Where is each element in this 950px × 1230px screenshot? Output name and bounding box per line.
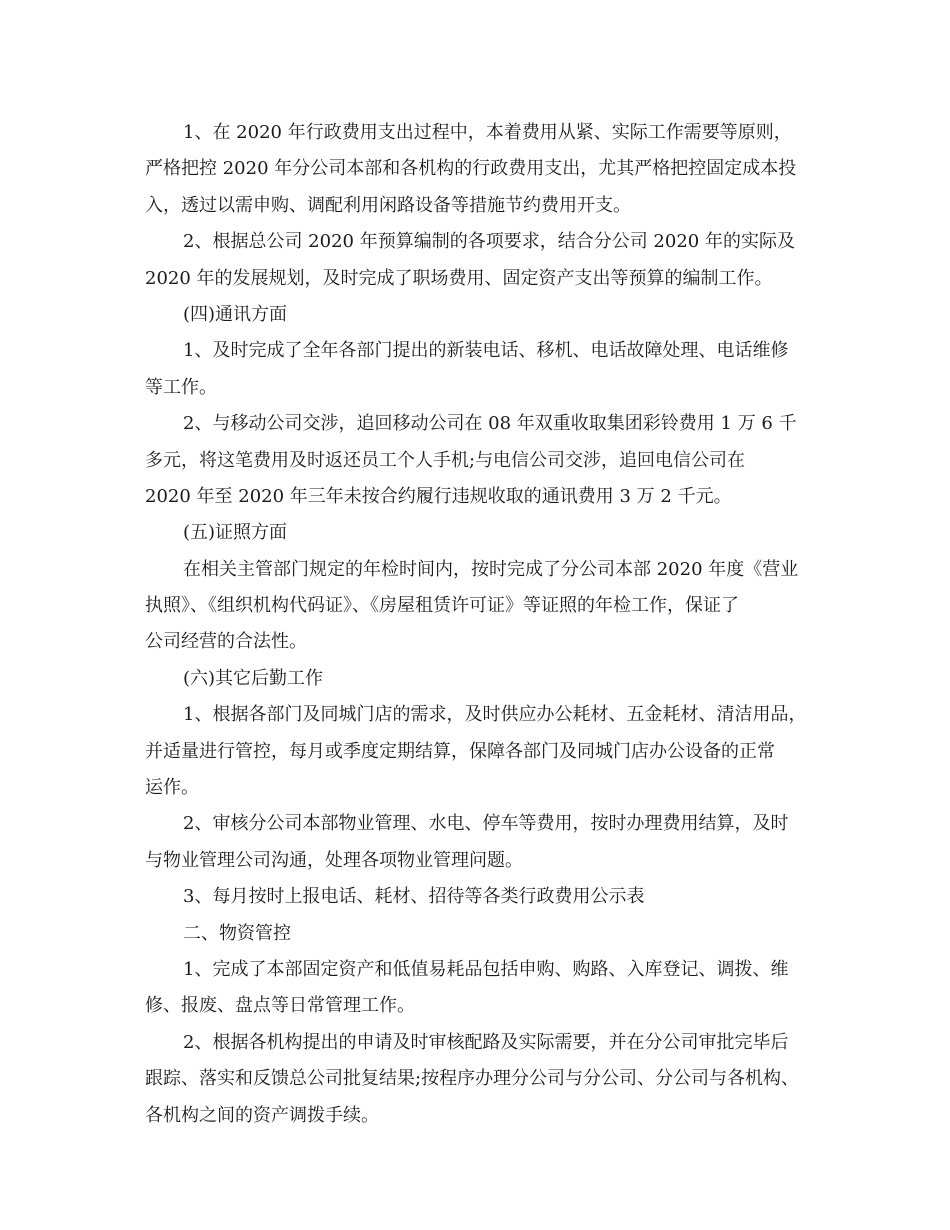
text-line: 1、完成了本部固定资产和低值易耗品包括申购、购路、入库登记、调拨、维 bbox=[183, 958, 789, 980]
section-heading: (五)证照方面 bbox=[183, 522, 288, 544]
text-line: 修、报废、盘点等日常管理工作。 bbox=[145, 995, 415, 1017]
text-line: 3、每月按时上报电话、耗材、招待等各类行政费用公示表 bbox=[183, 886, 645, 908]
text-line: 公司经营的合法性。 bbox=[145, 631, 307, 653]
text-line: 2、根据总公司 2020 年预算编制的各项要求，结合分公司 2020 年的实际及 bbox=[183, 231, 795, 253]
text-line: 在相关主管部门规定的年检时间内，按时完成了分公司本部 2020 年度《营业 bbox=[183, 558, 799, 580]
text-line: 并适量进行管控，每月或季度定期结算，保障各部门及同城门店办公设备的正常 bbox=[145, 740, 775, 762]
section-heading: (六)其它后勤工作 bbox=[183, 667, 324, 689]
text-line: 2020 年的发展规划，及时完成了职场费用、固定资产支出等预算的编制工作。 bbox=[145, 267, 773, 289]
section-heading: 二、物资管控 bbox=[183, 922, 291, 944]
text-line: 运作。 bbox=[145, 777, 199, 799]
text-line: 严格把控 2020 年分公司本部和各机构的行政费用支出，尤其严格把控固定成本投 bbox=[145, 158, 797, 180]
text-line: 1、根据各部门及同城门店的需求，及时供应办公耗材、五金耗材、清洁用品， bbox=[183, 704, 807, 726]
section-heading: (四)通讯方面 bbox=[183, 303, 288, 325]
text-line: 2、根据各机构提出的申请及时审核配路及实际需要，并在分公司审批完毕后 bbox=[183, 1031, 789, 1053]
text-line: 2、与移动公司交涉，追回移动公司在 08 年双重收取集团彩铃费用 1 万 6 千 bbox=[183, 413, 797, 435]
document-body bbox=[145, 115, 825, 1134]
text-line: 1、在 2020 年行政费用支出过程中，本着费用从紧、实际工作需要等原则， bbox=[183, 122, 792, 143]
text-line: 跟踪、落实和反馈总公司批复结果;按程序办理分公司与分公司、分公司与各机构、 bbox=[145, 1068, 800, 1090]
text-line: 2、审核分公司本部物业管理、水电、停车等费用，按时办理费用结算，及时 bbox=[183, 813, 789, 835]
text-line: 入，透过以需申购、调配利用闲路设备等措施节约费用开支。 bbox=[145, 194, 631, 216]
text-line: 2020 年至 2020 年三年未按合约履行违规收取的通讯费用 3 万 2 千元。 bbox=[145, 485, 732, 507]
text-line: 执照》、《组织机构代码证》、《房屋租赁许可证》等证照的年检工作，保证了 bbox=[145, 595, 739, 617]
text-line: 与物业管理公司沟通，处理各项物业管理问题。 bbox=[145, 849, 523, 871]
text-line: 1、及时完成了全年各部门提出的新装电话、移机、电话故障处理、电话维修 bbox=[183, 340, 789, 362]
text-line: 各机构之间的资产调拨手续。 bbox=[145, 1104, 379, 1126]
text-line: 等工作。 bbox=[145, 376, 217, 398]
text-line: 多元，将这笔费用及时返还员工个人手机;与电信公司交涉，追回电信公司在 bbox=[145, 449, 746, 471]
